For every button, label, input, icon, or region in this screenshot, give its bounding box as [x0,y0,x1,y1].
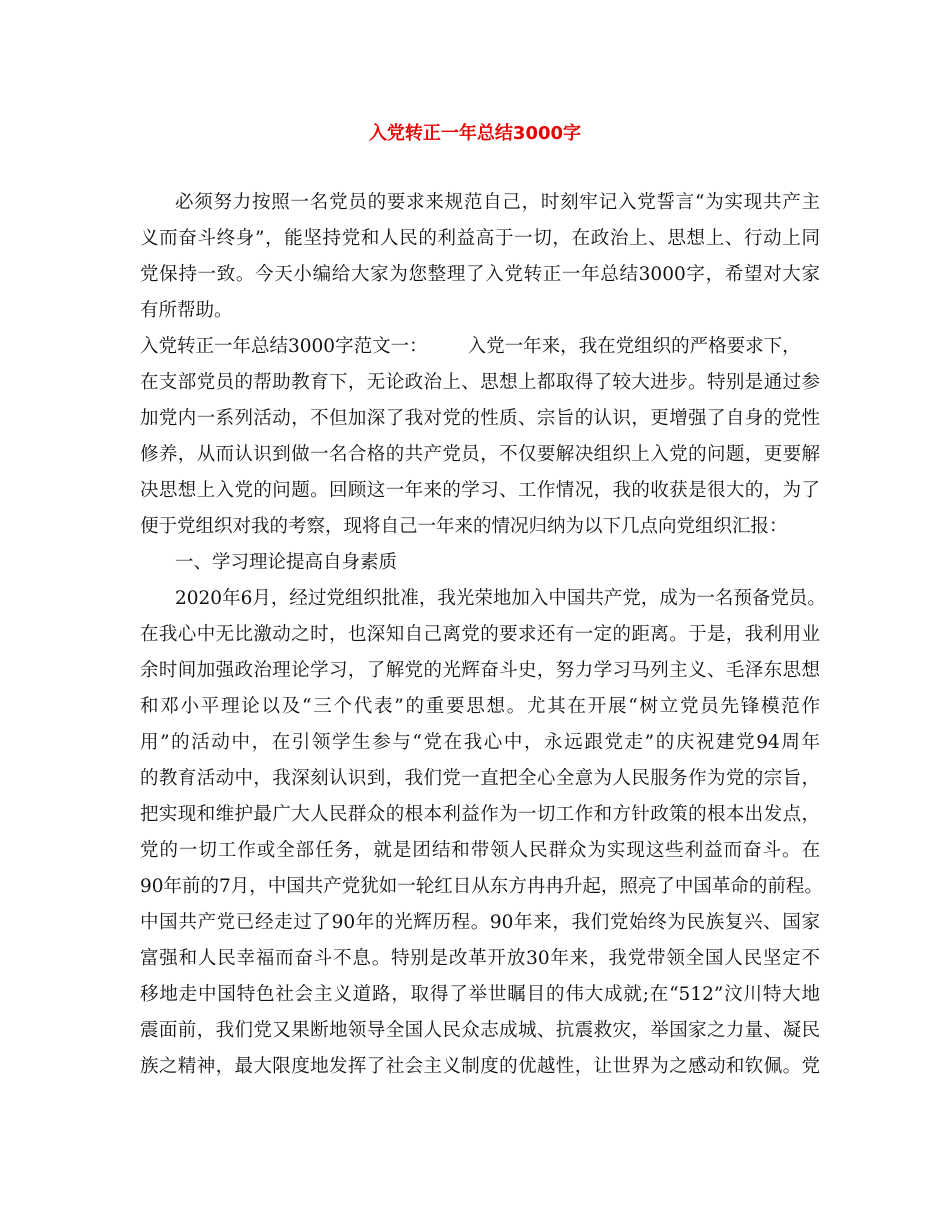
paragraph-line: 党保持一致。今天小编给大家为您整理了入党转正一年总结3000字，希望对大家 [140,264,820,285]
paragraph-text: 入党一年来，我在党组织的严格要求下， [467,336,801,357]
sample-heading: 入党转正一年总结3000字范文一： [140,336,428,357]
paragraph-line: 的教育活动中，我深刻认识到，我们党一直把全心全意为人民服务作为党的宗旨， [140,768,820,789]
paragraph-line: 族之精神，最大限度地发挥了社会主义制度的优越性，让世界为之感动和钦佩。党 [140,1056,820,1077]
paragraph-line: 90年前的7月，中国共产党犹如一轮红日从东方冉冉升起，照亮了中国革命的前程。 [140,876,823,897]
paragraph-line: 2020年6月，经过党组织批准，我光荣地加入中国共产党，成为一名预备党员。 [175,588,826,609]
paragraph-line: 加党内一系列活动，不但加深了我对党的性质、宗旨的认识，更增强了自身的党性 [140,408,820,429]
paragraph-line: 把实现和维护最广大人民群众的根本利益作为一切工作和方针政策的根本出发点， [140,804,820,825]
paragraph-line: 决思想上入党的问题。回顾这一年来的学习、工作情况，我的收获是很大的，为了 [140,480,820,501]
paragraph-line: 在我心中无比激动之时，也深知自己离党的要求还有一定的距离。于是，我利用业 [140,624,820,645]
sample-heading-line [140,332,820,362]
paragraph-line: 便于党组织对我的考察，现将自己一年来的情况归纳为以下几点向党组织汇报： [140,516,788,537]
paragraph-line: 必须努力按照一名党员的要求来规范自己，时刻牢记入党誓言“为实现共产主 [175,192,820,213]
paragraph-line: 震面前，我们党又果断地领导全国人民众志成城、抗震救灾，举国家之力量、凝民 [140,1020,820,1041]
document-title: 入党转正一年总结3000字 [368,123,582,144]
paragraph-line: 和邓小平理论以及“三个代表”的重要思想。尤其在开展“树立党员先锋模范作 [140,696,820,717]
paragraph-line: 富强和人民幸福而奋斗不息。特别是改革开放30年来，我党带领全国人民坚定不 [140,948,820,969]
paragraph-line: 移地走中国特色社会主义道路，取得了举世瞩目的伟大成就;在“512”汶川特大地 [140,984,820,1005]
paragraph-line: 在支部党员的帮助教育下，无论政治上、思想上都取得了较大进步。特别是通过参 [140,372,820,393]
section-heading: 一、学习理论提高自身素质 [175,552,398,573]
paragraph-line: 义而奋斗终身”，能坚持党和人民的利益高于一切，在政治上、思想上、行动上同 [140,228,820,249]
paragraph-line: 修养，从而认识到做一名合格的共产党员，不仅要解决组织上入党的问题，更要解 [140,444,820,465]
paragraph-line: 有所帮助。 [140,300,233,321]
paragraph-line: 党的一切工作或全部任务，就是团结和带领人民群众为实现这些利益而奋斗。在 [140,840,820,861]
paragraph-line: 用”的活动中，在引领学生参与“党在我心中，永远跟党走”的庆祝建党94周年 [140,732,820,753]
paragraph-line: 中国共产党已经走过了90年的光辉历程。90年来，我们党始终为民族复兴、国家 [140,912,820,933]
paragraph-line: 余时间加强政治理论学习，了解党的光辉奋斗史，努力学习马列主义、毛泽东思想 [140,660,820,681]
